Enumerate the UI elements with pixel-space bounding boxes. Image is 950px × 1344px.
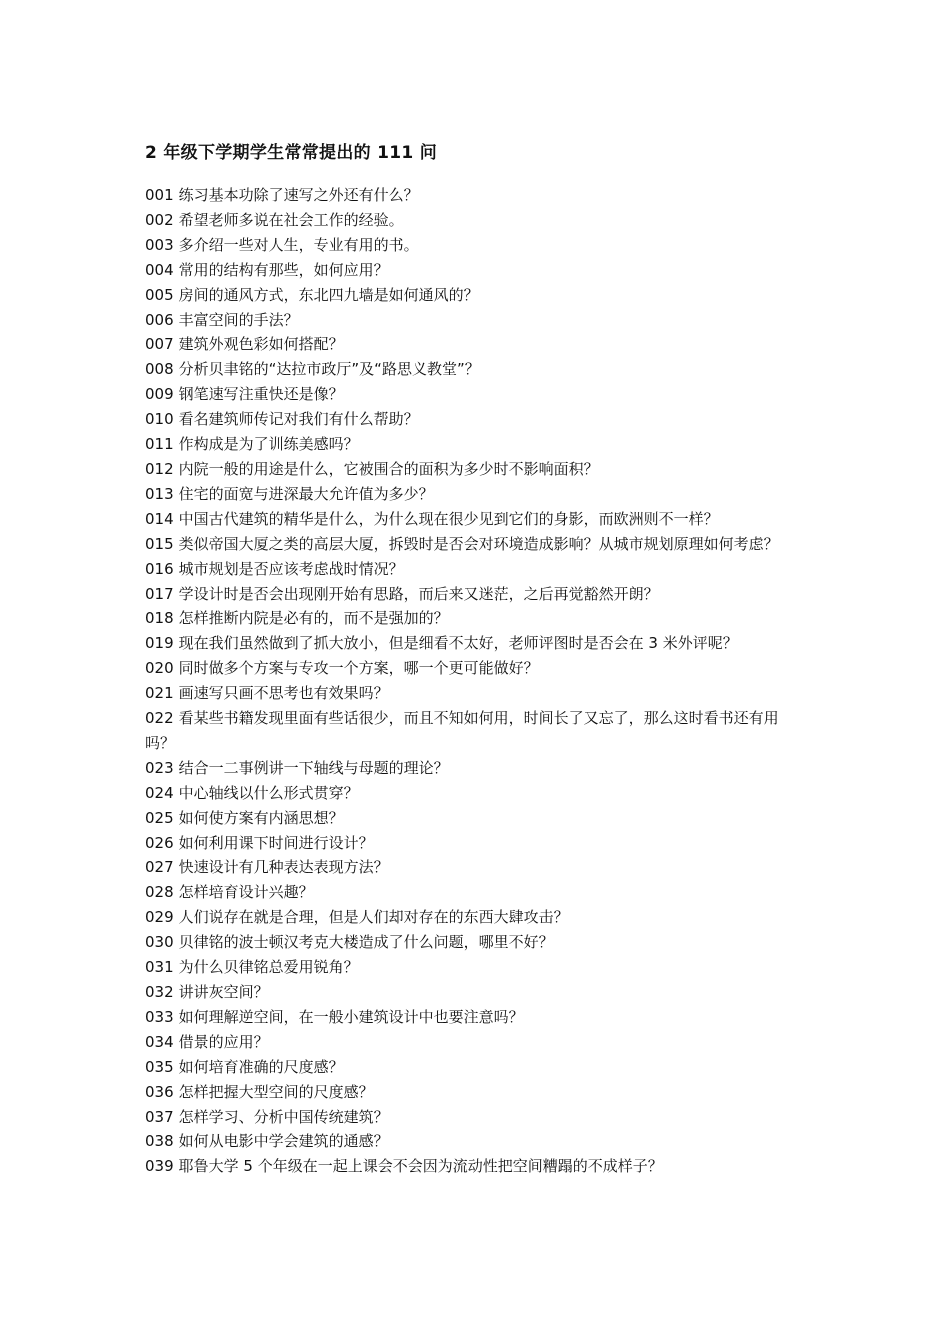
question-text: 分析贝聿铭的“达拉市政厅”及“路思义教堂”？ [178, 360, 480, 379]
question-item [145, 980, 805, 1005]
question-number: 011 [145, 435, 174, 454]
question-item [145, 1129, 805, 1154]
question-number: 010 [145, 410, 174, 429]
question-item [145, 656, 805, 681]
question-item [145, 806, 805, 831]
question-number: 036 [145, 1082, 174, 1101]
question-text: 钢笔速写注重快还是像？ [178, 385, 344, 404]
question-item [145, 905, 805, 930]
question-text: 中国古代建筑的精华是什么，为什么现在很少见到它们的身影，而欧洲则不一样？ [178, 509, 719, 528]
question-number: 005 [145, 285, 174, 304]
question-text: 怎样把握大型空间的尺度感？ [178, 1082, 374, 1101]
question-text: 如何培育准确的尺度感？ [178, 1057, 344, 1076]
question-number: 031 [145, 958, 174, 977]
question-text: 怎样推断内院是必有的，而不是强加的？ [178, 609, 449, 628]
question-text: 看某些书籍发现里面有些话很少，而且不知如何用，时间长了又忘了，那么这时看书还有用吗？ [145, 709, 779, 752]
question-item [145, 930, 805, 955]
question-number: 032 [145, 983, 174, 1001]
question-item [145, 507, 805, 532]
question-number: 019 [145, 634, 174, 653]
question-number: 003 [145, 235, 174, 254]
document-title: 2 年级下学期学生常常提出的 111 问 [145, 143, 438, 163]
question-item [145, 1154, 805, 1179]
question-number: 018 [145, 609, 174, 628]
question-item [145, 681, 805, 706]
question-text: 类似帝国大厦之类的高层大厦，拆毁时是否会对环境造成影响？从城市规划原理如何考虑？ [178, 534, 779, 553]
question-text: 丰富空间的手法？ [178, 310, 299, 329]
question-item [145, 557, 805, 582]
question-number: 016 [145, 559, 174, 578]
question-item [145, 756, 805, 781]
question-text: 内院一般的用途是什么，它被围合的面积为多少时不影响面积？ [178, 459, 599, 478]
question-item [145, 457, 805, 482]
question-text: 现在我们虽然做到了抓大放小，但是细看不太好，老师评图时是否会在 3 米外评呢？ [178, 634, 738, 653]
question-number: 033 [145, 1007, 174, 1026]
question-number: 024 [145, 783, 174, 802]
question-item [145, 880, 805, 905]
question-text: 多介绍一些对人生，专业有用的书。 [178, 235, 419, 254]
question-item [145, 582, 805, 607]
question-text: 住宅的面宽与进深最大允许值为多少？ [178, 484, 434, 503]
question-item [145, 532, 805, 557]
question-number: 009 [145, 385, 174, 404]
question-number: 013 [145, 484, 174, 503]
question-item [145, 606, 805, 631]
question-text: 如何理解逆空间，在一般小建筑设计中也要注意吗？ [178, 1007, 524, 1026]
question-item [145, 1055, 805, 1080]
question-number: 039 [145, 1157, 174, 1176]
question-item [145, 1030, 805, 1055]
question-text: 怎样培育设计兴趣？ [178, 883, 314, 902]
question-number: 021 [145, 684, 174, 703]
question-item [145, 781, 805, 806]
question-number: 012 [145, 459, 174, 478]
question-number: 035 [145, 1057, 174, 1076]
question-text: 同时做多个方案与专攻一个方案，哪一个更可能做好？ [178, 659, 539, 678]
question-item [145, 855, 805, 880]
question-item [145, 1080, 805, 1105]
question-text: 房间的通风方式，东北四九墙是如何通风的？ [178, 285, 479, 304]
question-text: 城市规划是否应该考虑战时情况？ [178, 559, 404, 578]
question-text: 看名建筑师传记对我们有什么帮助？ [178, 410, 419, 429]
question-item [145, 1005, 805, 1030]
question-number: 023 [145, 758, 174, 777]
question-text: 学设计时是否会出现刚开始有思路，而后来又迷茫，之后再觉豁然开朗？ [178, 584, 659, 603]
question-text: 怎样学习、分析中国传统建筑？ [178, 1107, 389, 1126]
question-number: 022 [145, 709, 174, 728]
question-text: 快速设计有几种表达表现方法？ [178, 858, 389, 877]
question-item [145, 283, 805, 308]
question-item [145, 1105, 805, 1130]
question-number: 029 [145, 908, 174, 927]
question-number: 034 [145, 1032, 174, 1051]
question-number: 007 [145, 335, 174, 354]
question-number: 001 [145, 186, 174, 204]
question-number: 006 [145, 310, 174, 329]
question-text: 作构成是为了训练美感吗？ [178, 435, 359, 454]
question-text: 如何利用课下时间进行设计？ [178, 833, 374, 852]
question-item [145, 955, 805, 980]
question-number: 027 [145, 858, 174, 877]
question-number: 004 [145, 260, 174, 279]
question-number: 015 [145, 534, 174, 553]
question-text: 人们说存在就是合理，但是人们却对存在的东西大肆攻击？ [178, 908, 569, 927]
question-text: 为什么贝律铭总爱用锐角？ [178, 958, 359, 977]
question-number: 025 [145, 808, 174, 827]
question-number: 008 [145, 360, 174, 379]
question-item [145, 208, 805, 233]
question-item [145, 432, 805, 457]
question-item [145, 332, 805, 357]
question-number: 002 [145, 210, 174, 229]
question-item [145, 631, 805, 656]
question-item [145, 407, 805, 432]
question-item [145, 233, 805, 258]
question-item [145, 258, 805, 283]
question-item [145, 308, 805, 333]
question-item [145, 183, 805, 208]
question-text: 借景的应用？ [178, 1032, 269, 1051]
question-number: 038 [145, 1132, 174, 1151]
question-text: 贝律铭的波士顿汉考克大楼造成了什么问题，哪里不好？ [178, 933, 554, 952]
question-text: 如何从电影中学会建筑的通感？ [178, 1132, 389, 1151]
question-text: 讲讲灰空间？ [178, 983, 269, 1001]
question-text: 结合一二事例讲一下轴线与母题的理论？ [178, 758, 449, 777]
question-text: 画速写只画不思考也有效果吗？ [178, 684, 389, 703]
question-text: 练习基本功除了速写之外还有什么？ [178, 186, 419, 204]
question-item [145, 831, 805, 856]
question-item [145, 706, 805, 756]
question-number: 020 [145, 659, 174, 678]
question-number: 014 [145, 509, 174, 528]
question-text: 建筑外观色彩如何搭配？ [178, 335, 344, 354]
question-number: 017 [145, 584, 174, 603]
question-item [145, 382, 805, 407]
question-item [145, 482, 805, 507]
question-number: 030 [145, 933, 174, 952]
question-number: 028 [145, 883, 174, 902]
question-number: 037 [145, 1107, 174, 1126]
question-number: 026 [145, 833, 174, 852]
question-text: 耶鲁大学 5 个年级在一起上课会不会因为流动性把空间糟蹋的不成样子？ [178, 1157, 663, 1176]
question-item [145, 357, 805, 382]
question-text: 中心轴线以什么形式贯穿？ [178, 783, 359, 802]
question-list [145, 183, 805, 1179]
question-text: 希望老师多说在社会工作的经验。 [178, 210, 404, 229]
question-text: 常用的结构有那些，如何应用？ [178, 260, 389, 279]
question-text: 如何使方案有内涵思想？ [178, 808, 344, 827]
